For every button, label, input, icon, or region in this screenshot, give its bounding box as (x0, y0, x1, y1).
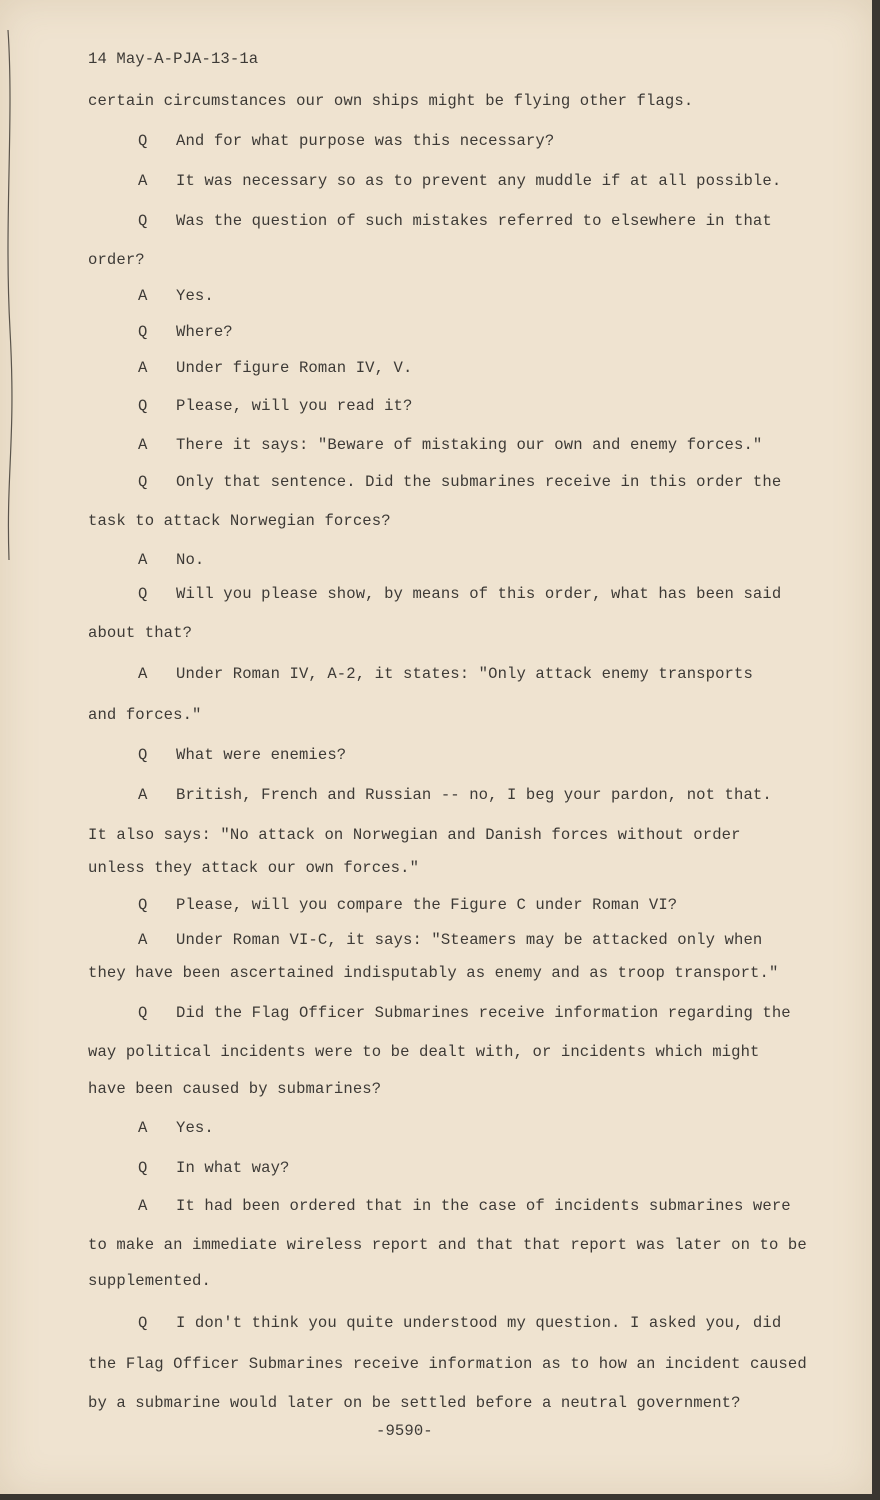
answer-label: A (138, 359, 148, 377)
transcript-continuation-line: certain circumstances our own ships might be flying other flags. (88, 92, 694, 110)
question-label: Q (138, 397, 148, 415)
transcript-line: It was necessary so as to prevent any muddle if at all possible. (176, 172, 782, 190)
answer-label: A (138, 931, 148, 949)
transcript-continuation-line: they have been ascertained indisputably as enemy and as troop transport." (88, 964, 779, 982)
transcript-continuation-line: It also says: "No attack on Norwegian and Danish forces without order (88, 826, 741, 844)
transcript-line: Was the question of such mistakes referred to elsewhere in that (176, 212, 772, 230)
transcript-continuation-line: the Flag Officer Submarines receive information as to how an incident caused (88, 1355, 807, 1373)
transcript-line: I don't think you quite understood my question. I asked you, did (176, 1314, 782, 1332)
transcript-continuation-line: task to attack Norwegian forces? (88, 512, 391, 530)
question-label: Q (138, 1159, 148, 1177)
transcript-line: Yes. (176, 1119, 214, 1137)
page-number: -9590- (376, 1422, 433, 1440)
question-label: Q (138, 746, 148, 764)
answer-label: A (138, 665, 148, 683)
transcript-continuation-line: supplemented. (88, 1272, 211, 1290)
answer-label: A (138, 287, 148, 305)
transcript-line: Under Roman IV, A-2, it states: "Only attack enemy transports (176, 665, 753, 683)
transcript-continuation-line: have been caused by submarines? (88, 1080, 382, 1098)
transcript-line: Please, will you read it? (176, 397, 413, 415)
transcript-continuation-line: by a submarine would later on be settled before a neutral government? (88, 1394, 741, 1412)
transcript-line: British, French and Russian -- no, I beg your pardon, not that. (176, 786, 772, 804)
transcript-line: There it says: "Beware of mistaking our own and enemy forces." (176, 436, 763, 454)
transcript-continuation-line: way political incidents were to be dealt with, or incidents which might (88, 1043, 760, 1061)
answer-label: A (138, 1119, 148, 1137)
page-header: 14 May-A-PJA-13-1a (88, 50, 259, 68)
answer-label: A (138, 551, 148, 569)
transcript-line: Where? (176, 323, 233, 341)
question-label: Q (138, 473, 148, 491)
transcript-line: No. (176, 551, 205, 569)
transcript-line: Did the Flag Officer Submarines receive information regarding the (176, 1004, 791, 1022)
transcript-line: Please, will you compare the Figure C under Roman VI? (176, 896, 678, 914)
transcript-line: Under figure Roman IV, V. (176, 359, 413, 377)
question-label: Q (138, 132, 148, 150)
answer-label: A (138, 436, 148, 454)
transcript-line: Only that sentence. Did the submarines receive in this order the (176, 473, 782, 491)
question-label: Q (138, 1004, 148, 1022)
transcript-continuation-line: to make an immediate wireless report and that that report was later on to be (88, 1236, 807, 1254)
transcript-line: Under Roman VI-C, it says: "Steamers may be attacked only when (176, 931, 763, 949)
answer-label: A (138, 786, 148, 804)
question-label: Q (138, 585, 148, 603)
answer-label: A (138, 172, 148, 190)
question-label: Q (138, 323, 148, 341)
transcript-line: What were enemies? (176, 746, 347, 764)
answer-label: A (138, 1197, 148, 1215)
transcript-line: Will you please show, by means of this order, what has been said (176, 585, 782, 603)
transcript-line: Yes. (176, 287, 214, 305)
transcript-continuation-line: and forces." (88, 706, 202, 724)
transcript-line: In what way? (176, 1159, 290, 1177)
question-label: Q (138, 896, 148, 914)
question-label: Q (138, 1314, 148, 1332)
transcript-continuation-line: unless they attack our own forces." (88, 859, 420, 877)
transcript-line: It had been ordered that in the case of incidents submarines were (176, 1197, 791, 1215)
transcript-continuation-line: about that? (88, 624, 193, 642)
transcript-line: And for what purpose was this necessary? (176, 132, 555, 150)
question-label: Q (138, 212, 148, 230)
transcript-continuation-line: order? (88, 251, 145, 269)
